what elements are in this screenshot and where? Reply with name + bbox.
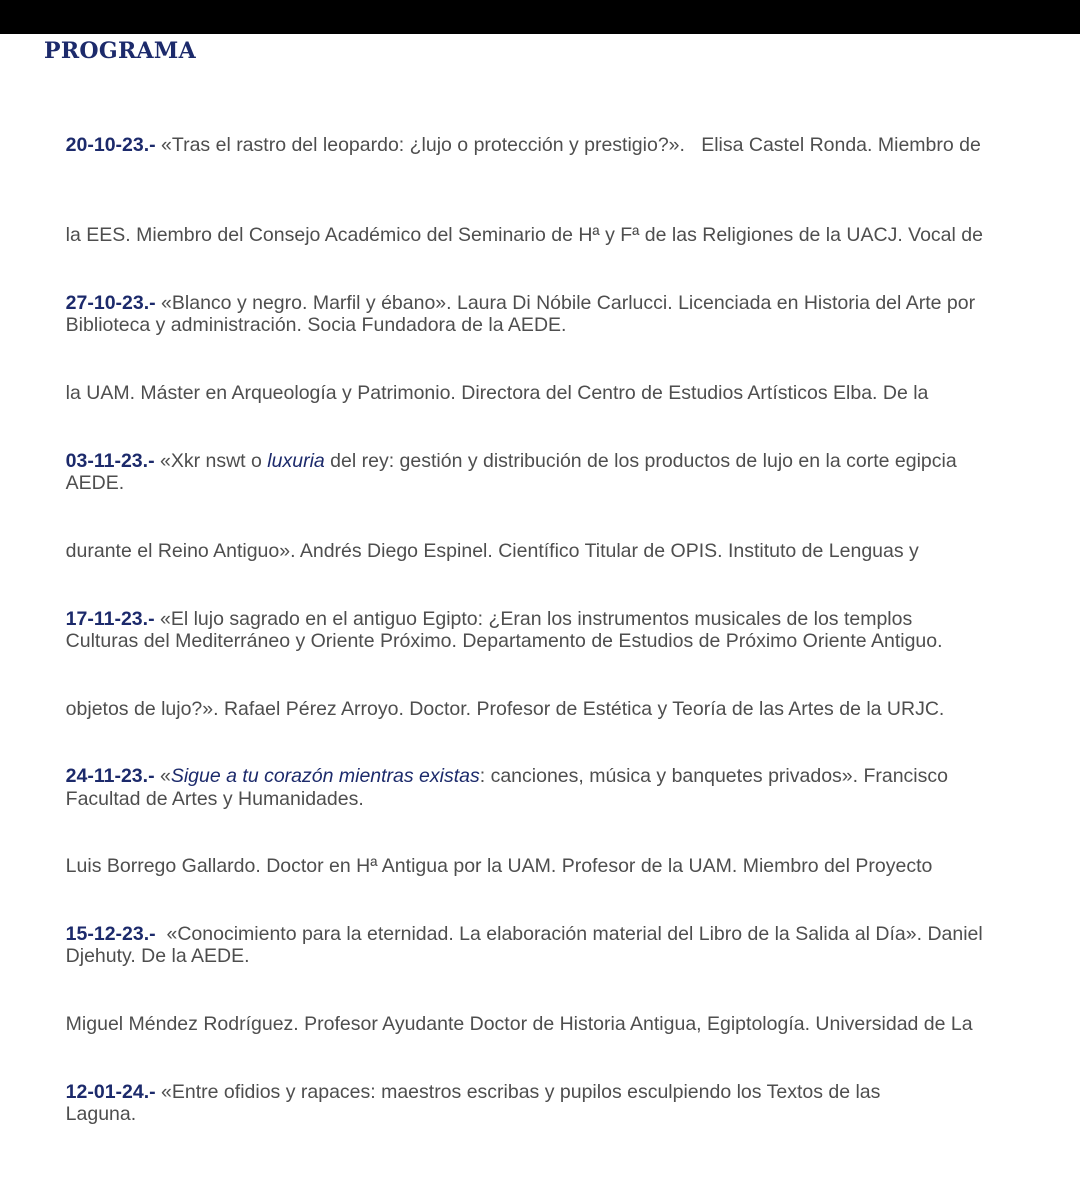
entry-text-line: Luis Borrego Gallardo. Doctor en Hª Antigua por la UAM. Profesor de la UAM. Miembro del Proyecto (65, 855, 933, 877)
entry-text-line: «Entre ofidios y rapaces: maestros escribas y pupilos esculpiendo los Textos de las (155, 1081, 881, 1103)
entry-date: 15-12-23.- (65, 923, 156, 945)
top-status-bar (0, 0, 1080, 34)
entry-text-line: la UAM. Máster en Arqueología y Patrimonio. Directora del Centro de Estudios Artísticos Elba. De la (65, 382, 929, 404)
entry-text-line: «Conocimiento para la eternidad. La elaboración material del Libro de la Salida al Día». Daniel (155, 923, 983, 945)
entry-text-line: objetos de lujo?». Rafael Pérez Arroyo. Doctor. Profesor de Estética y Teoría de las Artes de la URJC. (65, 698, 945, 720)
program-content (44, 34, 1044, 1125)
entry-italic-title: Sigue a tu corazón mientras existas (170, 765, 480, 787)
entry-date: 03-11-23.- (65, 450, 155, 472)
program-entry (44, 1025, 880, 1160)
entry-text-line: «Tras el rastro del leopardo: ¿lujo o protección y prestigio?». Elisa Castel Ronda. Miembro de (155, 134, 981, 156)
entry-text-line: «El lujo sagrado en el antiguo Egipto: ¿Eran los instrumentos musicales de los templos (154, 608, 913, 630)
entry-italic-title: luxuria (267, 450, 325, 472)
entry-text-segment: «Xkr nswt o (154, 450, 268, 472)
entry-text-line: Laguna. (65, 1103, 137, 1125)
entry-text-segment: : canciones, música y banquetes privados». Francisco (479, 765, 948, 787)
entry-text-line: Facultad de Artes y Humanidades. (65, 788, 364, 810)
entry-text-segment: « (154, 765, 171, 787)
entry-date: 24-11-23.- (65, 765, 155, 787)
entry-date: 17-11-23.- (65, 608, 155, 630)
entry-text-segment: del rey: gestión y distribución de los productos de lujo en la corte egipcia (324, 450, 957, 472)
entry-text-line: la EES. Miembro del Consejo Académico del Seminario de Hª y Fª de las Religiones de la UACJ. Vocal de (65, 224, 983, 246)
page-title: PROGRAMA (44, 38, 196, 64)
entry-date: 27-10-23.- (65, 292, 156, 314)
entry-text-line: Biblioteca y administración. Socia Fundadora de la AEDE. (65, 314, 567, 336)
entry-text-line: Culturas del Mediterráneo y Oriente Próximo. Departamento de Estudios de Próximo Oriente Antiguo. (65, 630, 943, 652)
entry-date: 20-10-23.- (65, 134, 156, 156)
entry-text-line: durante el Reino Antiguo». Andrés Diego Espinel. Científico Titular de OPIS. Instituto de Lenguas y (65, 540, 919, 562)
entry-text-line: AEDE. (65, 472, 125, 494)
entry-text-line: Miguel Méndez Rodríguez. Profesor Ayudante Doctor de Historia Antigua, Egiptología. Universidad de La (65, 1013, 973, 1035)
entry-date: 12-01-24.- (65, 1081, 156, 1103)
entry-text-line: «Blanco y negro. Marfil y ébano». Laura Di Nóbile Carlucci. Licenciada en Historia del Arte por (155, 292, 976, 314)
entry-text-line: Djehuty. De la AEDE. (65, 945, 250, 967)
